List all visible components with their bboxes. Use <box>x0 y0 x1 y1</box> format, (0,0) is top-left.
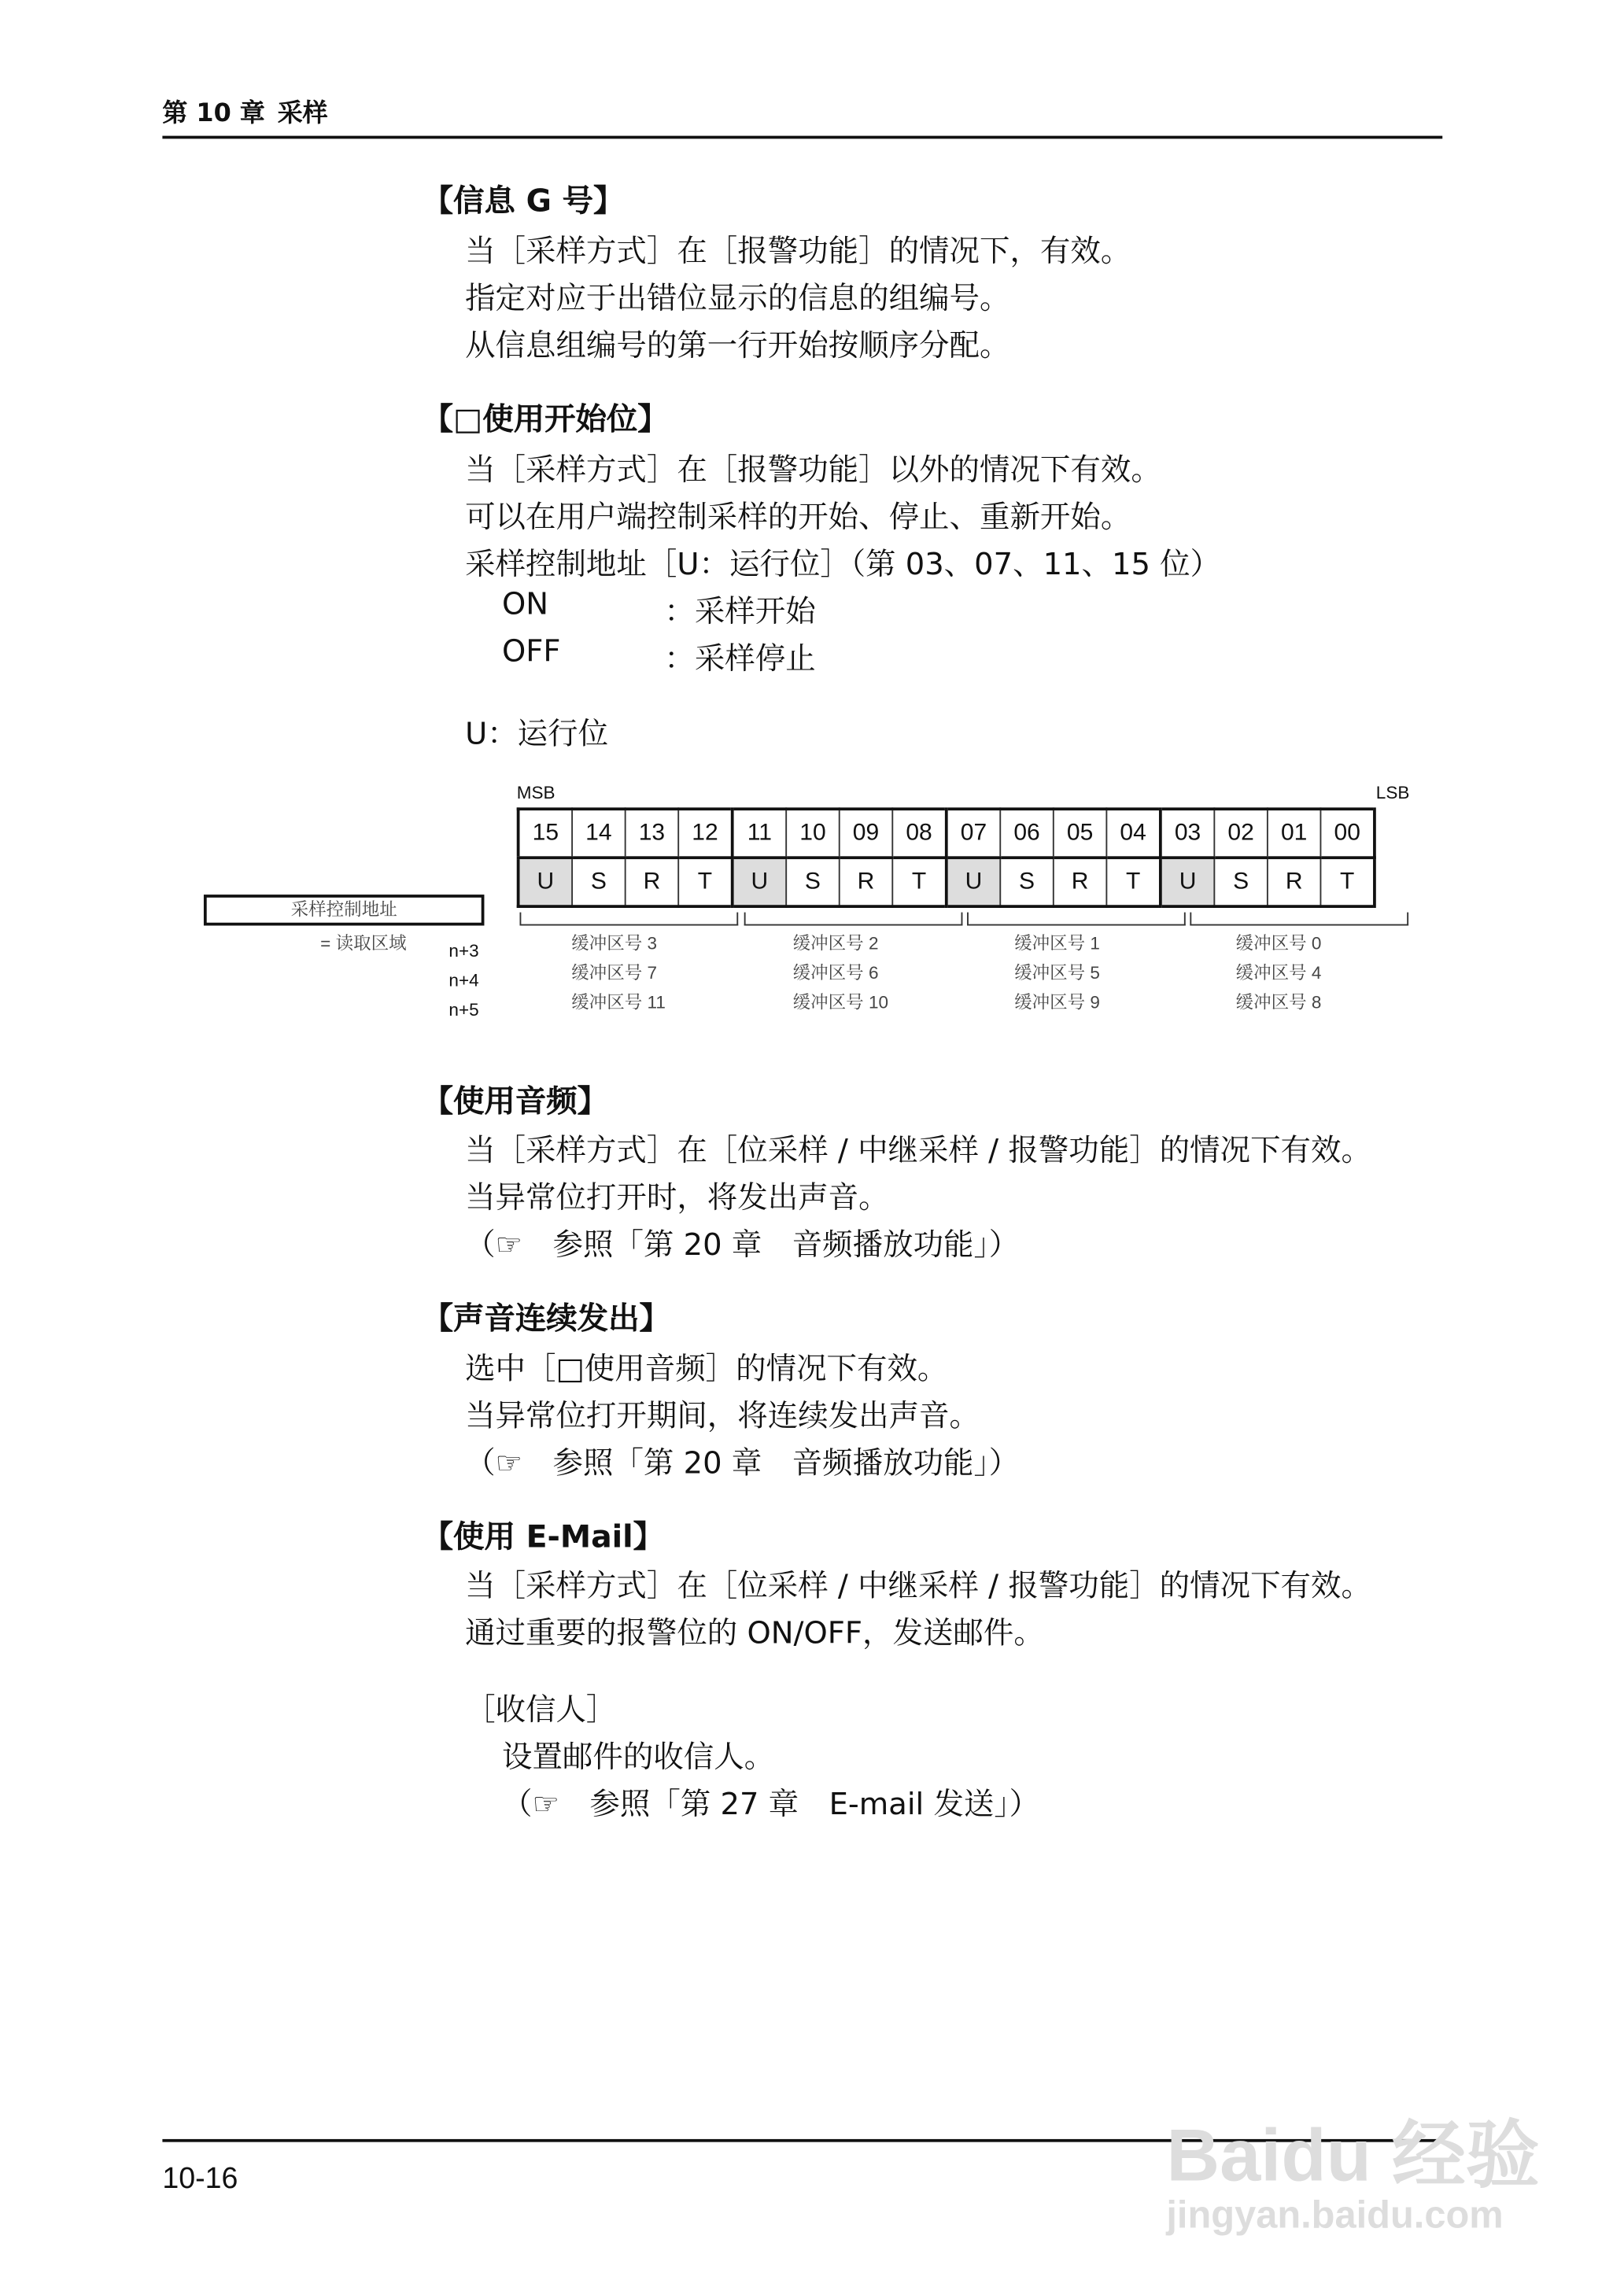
bit-flag-cell: R <box>840 858 893 906</box>
text-line: 当［采样方式］在［位采样 / 中继采样 / 报警功能］的情况下有效。 <box>465 1132 1371 1168</box>
bit-number-cell: 08 <box>892 809 946 858</box>
watermark-url: jingyan.baidu.com <box>1166 2192 1504 2237</box>
bracket <box>519 913 738 926</box>
text-line: 通过重要的报警位的 ON/OFF，发送邮件。 <box>465 1614 1044 1651</box>
pointing-hand-icon: ☞ <box>495 1444 523 1481</box>
lsb-label: LSB <box>1375 782 1410 803</box>
bit-number-cell: 10 <box>786 809 840 858</box>
bit-number-cell: 15 <box>519 809 572 858</box>
row-label: n+5 <box>448 999 479 1020</box>
bit-number-cell: 03 <box>1161 809 1214 858</box>
text-line: 采样控制地址［U：运行位］（第 03、07、11、15 位） <box>465 546 1221 582</box>
buffer-label: 缓冲区号 0 <box>1235 932 1322 954</box>
bit-flag-cell: R <box>626 858 679 906</box>
heading-start-bit: 【□使用开始位】 <box>422 401 669 437</box>
bit-flag-cell: U <box>519 858 572 906</box>
buffer-label: 缓冲区号 9 <box>1014 991 1100 1013</box>
bit-number-cell: 01 <box>1268 809 1321 858</box>
buffer-label: 缓冲区号 5 <box>1014 962 1100 983</box>
on-desc: ：采样开始 <box>664 593 816 629</box>
chapter-title: 采样 <box>277 98 328 129</box>
bit-flag-cell: T <box>1320 858 1374 906</box>
bit-number-cell: 00 <box>1320 809 1374 858</box>
address-box: 采样控制地址 <box>204 895 485 925</box>
bit-flag-cell: R <box>1054 858 1107 906</box>
bit-flag-cell: U <box>947 858 1000 906</box>
bit-flag-cell: S <box>1214 858 1268 906</box>
buffer-label: 缓冲区号 4 <box>1235 962 1322 983</box>
msb-label: MSB <box>516 782 555 803</box>
heading-email: 【使用 E-Mail】 <box>422 1518 665 1555</box>
reference-link: 参照「第 27 章 E-mail 发送」 <box>589 1786 1009 1822</box>
buffer-label: 缓冲区号 7 <box>571 962 658 983</box>
off-desc: ：采样停止 <box>664 640 816 677</box>
text-line: 当异常位打开时，将发出声音。 <box>465 1179 889 1216</box>
reference-link: 参照「第 20 章 音频播放功能」 <box>552 1227 989 1263</box>
bracket <box>744 913 963 926</box>
row-label: n+3 <box>448 940 479 961</box>
bit-flag-cell: T <box>892 858 946 906</box>
text-line: 指定对应于出错位显示的信息的组编号。 <box>465 280 1010 316</box>
page-number: 10-16 <box>162 2162 238 2196</box>
pointing-hand-icon: ☞ <box>532 1786 559 1822</box>
recipient-desc: 设置邮件的收信人。 <box>501 1739 775 1775</box>
text-line: 当［采样方式］在［位采样 / 中继采样 / 报警功能］的情况下有效。 <box>465 1567 1371 1603</box>
bracket <box>967 913 1186 926</box>
bit-number-cell: 04 <box>1106 809 1160 858</box>
bit-table <box>517 807 1376 908</box>
buffer-label: 缓冲区号 6 <box>792 962 879 983</box>
bit-number-cell: 02 <box>1214 809 1268 858</box>
heading-msg-g: 【信息 G 号】 <box>422 183 625 219</box>
bit-flag-cell: S <box>1000 858 1054 906</box>
bit-number-cell: 05 <box>1054 809 1107 858</box>
bracket <box>1190 913 1408 926</box>
text-line: 选中［□使用音频］的情况下有效。 <box>465 1350 948 1386</box>
buffer-label: 缓冲区号 3 <box>571 932 658 954</box>
reference-line: （☞ 参照「第 27 章 E-mail 发送」） <box>501 1786 1040 1822</box>
reference-line: （☞ 参照「第 20 章 音频播放功能」） <box>465 1444 1020 1481</box>
text-line: 可以在用户端控制采样的开始、停止、重新开始。 <box>465 499 1131 535</box>
bit-number-cell: 09 <box>840 809 893 858</box>
row-label: n+4 <box>448 969 479 991</box>
bit-number-cell: 06 <box>1000 809 1054 858</box>
bit-flag-cell: R <box>1268 858 1321 906</box>
bit-flag-cell: S <box>786 858 840 906</box>
bit-number-cell: 11 <box>733 809 786 858</box>
buffer-label: 缓冲区号 1 <box>1014 932 1100 954</box>
pointing-hand-icon: ☞ <box>495 1227 523 1263</box>
bit-number-cell: 14 <box>572 809 626 858</box>
reference-link: 参照「第 20 章 音频播放功能」 <box>552 1444 989 1481</box>
text-line: 从信息组编号的第一行开始按顺序分配。 <box>465 327 1010 363</box>
bit-flag-cell: T <box>678 858 732 906</box>
buffer-label: 缓冲区号 2 <box>792 932 879 954</box>
watermark-logo: Baidu 经验 <box>1166 2114 1540 2197</box>
read-area-label: = 读取区域 <box>320 932 407 954</box>
text-line: 当［采样方式］在［报警功能］以外的情况下有效。 <box>465 452 1161 488</box>
heading-sound-continuous: 【声音连续发出】 <box>422 1300 670 1337</box>
u-label: U：运行位 <box>465 716 609 752</box>
off-label: OFF <box>501 633 561 670</box>
chapter-number: 第 10 章 <box>162 98 265 129</box>
bit-number-cell: 12 <box>678 809 732 858</box>
recipient-label: ［收信人］ <box>465 1692 617 1728</box>
bit-flag-cell: S <box>572 858 626 906</box>
text-line: 当异常位打开期间，将连续发出声音。 <box>465 1397 980 1433</box>
heading-sound: 【使用音频】 <box>422 1083 609 1120</box>
bit-flag-cell: U <box>1161 858 1214 906</box>
buffer-label: 缓冲区号 10 <box>792 991 889 1013</box>
buffer-label: 缓冲区号 11 <box>571 991 666 1013</box>
bit-number-cell: 13 <box>626 809 679 858</box>
reference-line: （☞ 参照「第 20 章 音频播放功能」） <box>465 1227 1020 1263</box>
buffer-label: 缓冲区号 8 <box>1235 991 1322 1013</box>
text-line: 当［采样方式］在［报警功能］的情况下，有效。 <box>465 233 1131 269</box>
bit-number-cell: 07 <box>947 809 1000 858</box>
on-label: ON <box>501 585 549 622</box>
bit-flag-cell: T <box>1106 858 1160 906</box>
header-rule <box>162 136 1442 139</box>
bit-flag-cell: U <box>733 858 786 906</box>
